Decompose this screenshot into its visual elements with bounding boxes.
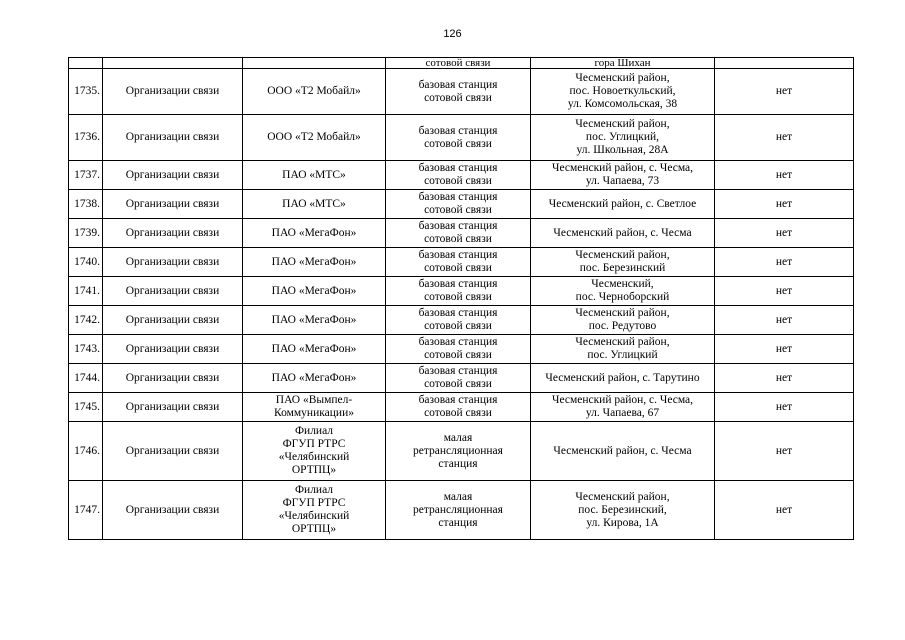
object-type-cell-line: базовая станция	[418, 365, 498, 377]
owner-cell	[243, 69, 386, 115]
location-cell	[531, 69, 715, 115]
object-type-cell-line: сотовой связи	[424, 349, 492, 361]
owner-cell	[243, 190, 386, 219]
location-cell	[531, 161, 715, 190]
owner-cell	[243, 393, 386, 422]
object-type-cell	[386, 248, 531, 277]
object-type-cell	[386, 364, 531, 393]
object-type-cell-line: станция	[438, 516, 478, 529]
status-cell: нет	[715, 481, 854, 540]
table-row	[69, 393, 854, 422]
object-type-cell-line: сотовой связи	[424, 175, 492, 187]
location-cell-line: пос. Березинский,	[578, 503, 667, 516]
object-type-cell-line: базовая станция	[418, 162, 498, 174]
object-type-cell-line: базовая станция	[418, 78, 498, 91]
owner-cell	[243, 115, 386, 161]
category-cell: Организации связи	[103, 393, 243, 422]
object-type-cell	[386, 306, 531, 335]
category-cell: Организации связи	[103, 219, 243, 248]
location-cell-line: Чесменский район, с. Чесма,	[551, 162, 694, 174]
object-type-cell	[386, 277, 531, 306]
row-number-cell: 1742.	[69, 306, 103, 335]
row-number-cell: 1735.	[69, 69, 103, 115]
owner-cell	[243, 306, 386, 335]
owner-cell	[243, 364, 386, 393]
location-cell	[531, 393, 715, 422]
status-cell: нет	[715, 422, 854, 481]
row-number-cell: 1740.	[69, 248, 103, 277]
continuation-status-cell	[715, 58, 854, 69]
location-cell-line: ул. Чапаева, 73	[585, 175, 660, 187]
continuation-type-cell: сотовой связи	[386, 58, 531, 69]
table-row	[69, 190, 854, 219]
owner-cell-line: ПАО «МегаФон»	[271, 313, 357, 326]
owner-cell-line: ОРТПЦ»	[291, 464, 337, 476]
location-cell	[531, 306, 715, 335]
category-cell: Организации связи	[103, 248, 243, 277]
location-cell-line: ул. Школьная, 28А	[576, 144, 669, 156]
object-type-cell-line: сотовой связи	[424, 204, 492, 216]
location-cell-line: пос. Углицкий,	[585, 131, 660, 143]
location-cell-line: ул. Чапаева, 67	[585, 407, 660, 419]
row-number-cell: 1745.	[69, 393, 103, 422]
row-number-cell: 1747.	[69, 481, 103, 540]
location-cell-line: ул. Кирова, 1А	[586, 516, 659, 529]
category-cell: Организации связи	[103, 364, 243, 393]
continuation-location-cell: гора Шихан	[531, 58, 715, 69]
object-type-cell-line: базовая станция	[418, 220, 498, 232]
object-type-cell	[386, 190, 531, 219]
owner-cell-line: «Челябинский	[278, 451, 350, 463]
table-row	[69, 277, 854, 306]
object-type-cell-line: сотовой связи	[424, 262, 492, 274]
table-row	[69, 422, 854, 481]
owner-cell-line: ПАО «МТС»	[282, 197, 346, 210]
location-cell	[531, 219, 715, 248]
object-type-cell-line: сотовой связи	[424, 378, 492, 390]
status-cell: нет	[715, 69, 854, 115]
category-cell: Организации связи	[103, 161, 243, 190]
owner-cell-line: ПАО «МегаФон»	[271, 226, 357, 239]
category-cell: Организации связи	[103, 115, 243, 161]
object-type-cell-line: малая	[443, 431, 473, 444]
owner-cell	[243, 335, 386, 364]
object-type-cell-line: базовая станция	[418, 278, 498, 290]
location-cell	[531, 248, 715, 277]
continuation-category-cell	[103, 58, 243, 69]
location-cell	[531, 277, 715, 306]
category-cell: Организации связи	[103, 190, 243, 219]
table-row	[69, 364, 854, 393]
status-cell: нет	[715, 364, 854, 393]
object-type-cell	[386, 69, 531, 115]
object-type-cell	[386, 219, 531, 248]
owner-cell	[243, 422, 386, 481]
location-cell-line: пос. Редутово	[588, 320, 657, 332]
location-cell-line: Чесменский район, с. Чесма,	[551, 394, 694, 406]
status-cell: нет	[715, 248, 854, 277]
location-cell-line: пос. Новоеткульский,	[569, 85, 676, 97]
table-row	[69, 481, 854, 540]
object-type-cell-line: базовая станция	[418, 249, 498, 261]
row-number-cell: 1739.	[69, 219, 103, 248]
location-cell-line: Чесменский район,	[575, 72, 670, 84]
location-cell-line: Чесменский район, с. Чесма	[553, 226, 692, 239]
status-cell: нет	[715, 306, 854, 335]
location-cell-line: Чесменский район, с. Чесма	[553, 444, 692, 457]
status-cell: нет	[715, 161, 854, 190]
object-type-cell-line: сотовой связи	[424, 291, 492, 303]
category-cell: Организации связи	[103, 335, 243, 364]
owner-cell-line: ОРТПЦ»	[291, 523, 337, 535]
owner-cell	[243, 481, 386, 540]
object-type-cell	[386, 161, 531, 190]
owner-cell-line: Филиал	[294, 425, 334, 437]
object-type-cell-line: базовая станция	[418, 307, 498, 319]
location-cell	[531, 422, 715, 481]
row-number-cell: 1738.	[69, 190, 103, 219]
owner-cell-line: ФГУП РТРС	[282, 438, 346, 450]
location-cell	[531, 364, 715, 393]
location-cell-line: пос. Черноборский	[575, 291, 670, 303]
row-number-cell: 1736.	[69, 115, 103, 161]
location-cell-line: Чесменский,	[591, 278, 654, 290]
owner-cell-line: ООО «Т2 Мобайл»	[267, 85, 361, 97]
object-type-cell-line: сотовой связи	[424, 320, 492, 332]
object-type-cell	[386, 481, 531, 540]
registry-table-body	[69, 58, 854, 540]
object-type-cell-line: сотовой связи	[424, 407, 492, 419]
table-row	[69, 306, 854, 335]
location-cell-line: Чесменский район,	[575, 118, 670, 130]
owner-cell-line: Коммуникации»	[274, 407, 354, 419]
continuation-row	[69, 58, 854, 69]
category-cell: Организации связи	[103, 422, 243, 481]
location-cell-line: Чесменский район,	[575, 336, 670, 348]
object-type-cell-line: базовая станция	[418, 394, 498, 406]
location-cell	[531, 335, 715, 364]
object-type-cell-line: станция	[438, 457, 478, 470]
owner-cell	[243, 219, 386, 248]
location-cell-line: пос. Березинский	[579, 262, 666, 274]
object-type-cell	[386, 422, 531, 481]
registry-table	[68, 57, 854, 540]
owner-cell-line: Филиал	[294, 484, 334, 496]
table-row	[69, 115, 854, 161]
row-number-cell: 1746.	[69, 422, 103, 481]
owner-cell-line: ПАО «МегаФон»	[271, 371, 357, 384]
object-type-cell-line: сотовой связи	[424, 91, 492, 104]
row-number-cell: 1743.	[69, 335, 103, 364]
owner-cell-line: ФГУП РТРС	[282, 497, 346, 509]
row-number-cell: 1744.	[69, 364, 103, 393]
table-row	[69, 69, 854, 115]
object-type-cell	[386, 115, 531, 161]
status-cell: нет	[715, 115, 854, 161]
object-type-cell-line: сотовой связи	[424, 233, 492, 245]
status-cell: нет	[715, 219, 854, 248]
owner-cell-line: ПАО «Вымпел-	[275, 394, 353, 406]
owner-cell-line: ПАО «МТС»	[282, 168, 346, 181]
location-cell-line: ул. Комсомольская, 38	[567, 98, 678, 110]
page-number: 126	[443, 28, 462, 40]
table-row	[69, 335, 854, 364]
location-cell	[531, 481, 715, 540]
object-type-cell-line: ретрансляционная	[413, 444, 503, 457]
owner-cell-line: ПАО «МегаФон»	[271, 255, 357, 268]
continuation-owner-cell	[243, 58, 386, 69]
owner-cell	[243, 248, 386, 277]
table-row	[69, 248, 854, 277]
object-type-cell-line: ретрансляционная	[413, 503, 503, 516]
owner-cell-line: ООО «Т2 Мобайл»	[267, 131, 361, 143]
object-type-cell	[386, 393, 531, 422]
location-cell-line: Чесменский район,	[575, 307, 670, 319]
location-cell-line: Чесменский район, с. Светлое	[548, 197, 697, 210]
owner-cell-line: «Челябинский	[278, 510, 350, 522]
object-type-cell-line: базовая станция	[418, 336, 498, 348]
category-cell: Организации связи	[103, 306, 243, 335]
status-cell: нет	[715, 393, 854, 422]
category-cell: Организации связи	[103, 69, 243, 115]
continuation-num-cell	[69, 58, 103, 69]
object-type-cell	[386, 335, 531, 364]
owner-cell-line: ПАО «МегаФон»	[271, 342, 357, 355]
location-cell-line: Чесменский район,	[575, 490, 670, 503]
object-type-cell-line: базовая станция	[418, 191, 498, 203]
category-cell: Организации связи	[103, 277, 243, 306]
status-cell: нет	[715, 277, 854, 306]
object-type-cell-line: малая	[443, 490, 473, 503]
object-type-cell-line: базовая станция	[418, 124, 498, 137]
owner-cell-line: ПАО «МегаФон»	[271, 284, 357, 297]
location-cell-line: пос. Углицкий	[587, 349, 658, 361]
row-number-cell: 1741.	[69, 277, 103, 306]
category-cell: Организации связи	[103, 481, 243, 540]
object-type-cell-line: сотовой связи	[424, 137, 492, 150]
status-cell: нет	[715, 335, 854, 364]
owner-cell	[243, 161, 386, 190]
location-cell	[531, 115, 715, 161]
owner-cell	[243, 277, 386, 306]
table-row	[69, 219, 854, 248]
location-cell-line: Чесменский район,	[575, 249, 670, 261]
status-cell: нет	[715, 190, 854, 219]
table-row	[69, 161, 854, 190]
location-cell	[531, 190, 715, 219]
row-number-cell: 1737.	[69, 161, 103, 190]
location-cell-line: Чесменский район, с. Тарутино	[545, 371, 700, 384]
